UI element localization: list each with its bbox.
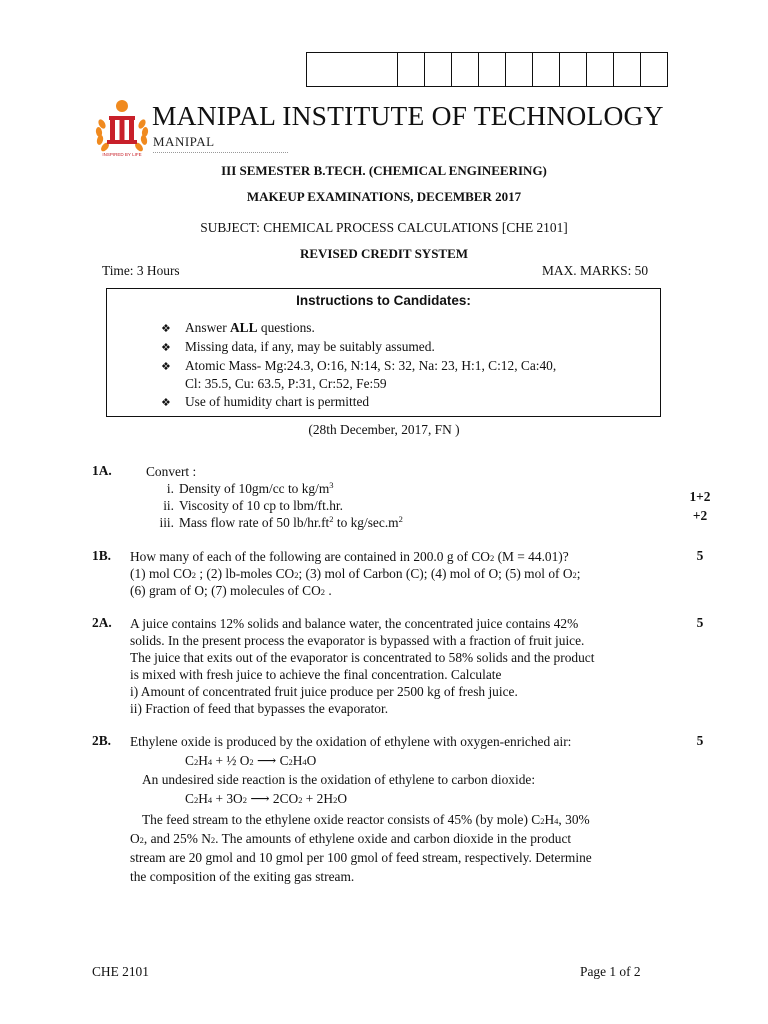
roll-box-cell [307,53,397,86]
header-divider [153,152,288,153]
question-marks: 5 [696,615,704,630]
question-2b-text: The feed stream to the ethylene oxide reactor consists of 45% (by mole) $C_2H_4$, 30% $O_2$, and 25% $N_2$. The amounts of ethylene oxide and carbon dioxide in the product stream are 20 gmol and 10 gmol per 100 gmol of feed stream, respectively. Determine the composition of the exiting gas stream. [130,812,592,884]
instruction-item: ❖ Use of humidity chart is permitted [161,393,651,412]
question-number: 2A. [92,615,112,630]
roll-box-cell [478,53,505,86]
exam-date: (28th December, 2017, FN ) [308,422,460,437]
roll-box-cell [424,53,451,86]
diamond-bullet-icon: ❖ [161,360,171,373]
question-1a-item-ii: Viscosity of 10 cp to lbm/ft.hr. [179,498,343,513]
instruction-item: ❖ Answer ALL questions. [161,319,651,338]
exam-heading: MAKEUP EXAMINATIONS, DECEMBER 2017 [246,189,522,204]
question-marks: 5 [696,548,704,563]
question-number: 2B. [92,733,111,748]
exam-duration: Time: 3 Hours [102,263,180,278]
institute-logo-icon [94,96,150,160]
question-marks: 1+2 [689,489,711,504]
roll-box-cell [532,53,559,86]
roll-number-boxes [306,52,668,87]
roll-box-cell [640,53,667,86]
question-marks: +2 [692,508,708,523]
question-2a-text: A juice contains 12% solids and balance water, the concentrated juice contains 42% solids. In the present process the evaporator is bypassed with a fraction of fruit juice. The juice that exits out of the evaporator is concentrated to 58% solids and the product is mixed with fresh juice to achieve the final concentration. Calculate i) Amount of concentrated fruit juice produce per 2500 kg of fresh juice. ii) Fraction of feed that bypasses the evaporator. [130,616,595,716]
max-marks: MAX. MARKS: 50 [542,263,649,278]
reaction-equation: $C_2H_4$ + ½ $O_2$ ⟶ $C_2H_4O$ [185,753,317,768]
instruction-item: ❖ Missing data, if any, may be suitably assumed. [161,338,651,357]
question-number: 1A. [92,463,112,478]
institute-name: MANIPAL INSTITUTE OF TECHNOLOGY [152,100,664,131]
system-heading: REVISED CREDIT SYSTEM [299,246,469,261]
question-number: 1B. [92,548,111,563]
question-1a-item-iii: Mass flow rate of 50 $lb/hr.ft^2$ to $kg/\sec.m^2$ [179,514,403,530]
institute-city: MANIPAL [153,134,215,149]
instructions-list [161,319,651,412]
diamond-bullet-icon: ❖ [161,341,171,354]
diamond-bullet-icon: ❖ [161,322,171,335]
roll-box-cell [505,53,532,86]
question-1a-item-i: Density of 10gm/cc to $kg/m^3$ [179,480,334,496]
footer-course-code: CHE 2101 [92,964,149,979]
instructions-box [106,288,661,417]
question-2b-intro: Ethylene oxide is produced by the oxidation of ethylene with oxygen-enriched air: [130,734,572,749]
roll-box-cell [451,53,478,86]
diamond-bullet-icon: ❖ [161,396,171,409]
reaction-equation: $C_2H_4 + 3O_2$ ⟶ $2CO_2 + 2H_2O$ [185,791,347,806]
subject-heading: SUBJECT: CHEMICAL PROCESS CALCULATIONS [CHE 2101] [200,220,568,235]
question-2b-side-reaction: An undesired side reaction is the oxidation of ethylene to carbon dioxide: [142,772,536,787]
roll-box-cell [397,53,424,86]
instructions-title: Instructions to Candidates: [296,293,471,308]
question-marks: 5 [696,733,704,748]
footer-page-number: Page 1 of 2 [580,964,641,979]
instruction-item: ❖ Atomic Mass- Mg:24.3, O:16, N:14, S: 32, Na: 23, H:1, C:12, Ca:40, Cl: 35.5, Cu: 63.5, P:31, Cr:52, Fe:59 [161,358,557,391]
svg-text:INSPIRED BY LIFE: INSPIRED BY LIFE [102,152,142,157]
roll-box-cell [613,53,640,86]
question-1b-text: How many of each of the following are contained in 200.0 g of $CO_2$ (M = 44.01)? (1) mol $CO_2$ ; (2) lb-moles $CO_2$; (3) mol of Carbon (C); (4) mol of O; (5) mol of $O_2$; (6) gram of O; (7) molecules of $CO_2$ . [130,549,581,598]
roll-box-cell [559,53,586,86]
roll-box-cell [586,53,613,86]
question-1a-intro: Convert : [146,464,197,479]
semester-heading: III SEMESTER B.TECH. (CHEMICAL ENGINEERING) [221,163,547,178]
